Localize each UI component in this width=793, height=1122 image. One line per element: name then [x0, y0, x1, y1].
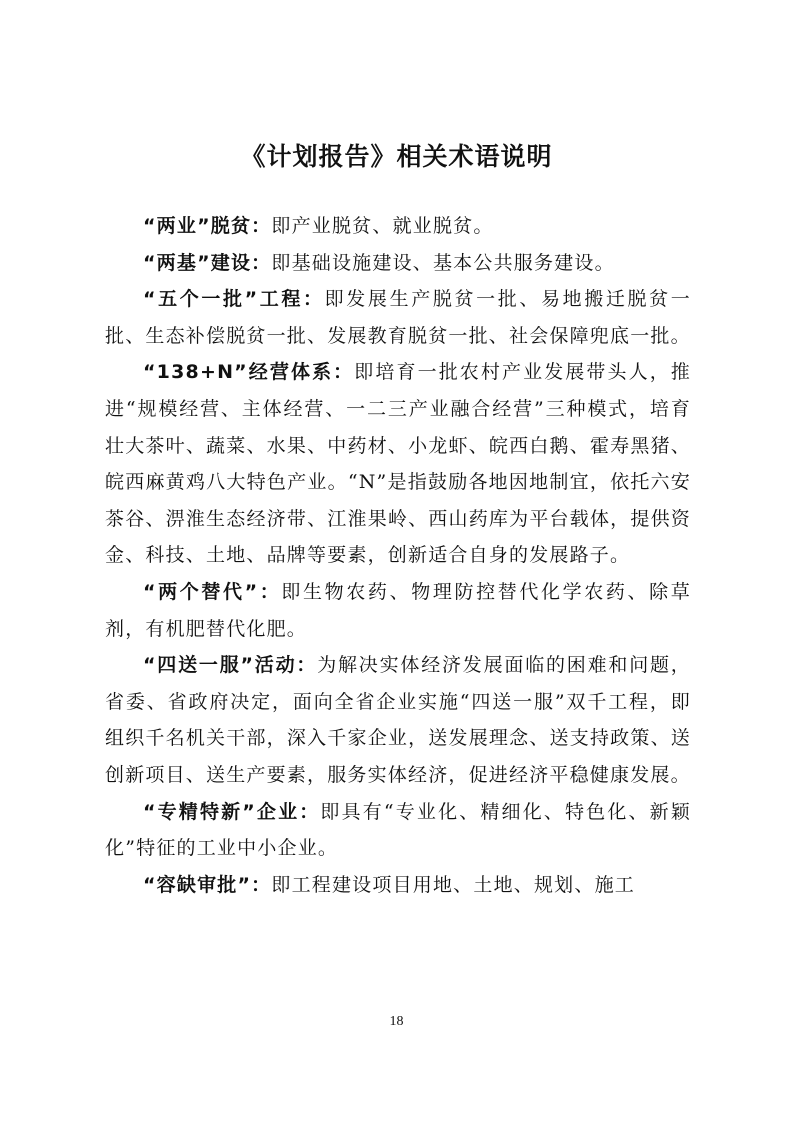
document-body [105, 208, 691, 903]
term-entry [105, 281, 691, 354]
term-entry [105, 354, 691, 574]
term-name: “两个替代”： [143, 580, 282, 603]
page-number: 18 [389, 1014, 404, 1029]
term-entry [105, 245, 691, 282]
term-definition: 即培育一批农村产业发展带头人，推进“规模经营、主体经营、一二三产业融合经营”三种模式，培育壮大茶叶、蔬菜、水果、中药材、小龙虾、皖西白鹅、霍寿黑猪、皖西麻黄鸡八大特色产业。“N”是指鼓励各地因地制宜，依托六安茶谷、淠淮生态经济带、江淮果岭、西山药库为平台载体，提供资金、科技、土地、品牌等要素，创新适合自身的发展路子。 [105, 361, 692, 567]
term-name: “两基”建设： [143, 251, 272, 274]
term-name: “四送一服”活动： [143, 654, 318, 677]
term-entry [105, 574, 691, 647]
term-definition: 即基础设施建设、基本公共服务建设。 [271, 251, 615, 274]
term-name: “五个一批”工程： [143, 288, 325, 311]
term-definition: 即生物农药、物理防控替代化学农药、除草剂，有机肥替代化肥。 [105, 580, 691, 640]
term-definition: 为解决实体经济发展面临的困难和问题，省委、省政府决定，面向全省企业实施“四送一服”双千工程，即组织千名机关干部，深入千家企业，送发展理念、送支持政策、送创新项目、送生产要素，服务实体经济，促进经济平稳健康发展。 [105, 654, 691, 786]
term-entry [105, 867, 691, 904]
term-name: “138+N”经营体系： [143, 361, 355, 384]
term-entry [105, 794, 691, 867]
term-definition: 即产业脱贫、就业脱贫。 [271, 215, 494, 237]
term-name: “两业”脱贫： [143, 215, 272, 237]
term-definition: 即发展生产脱贫一批、易地搬迁脱贫一批、生态补偿脱贫一批、发展教育脱贫一批、社会保障兜底一批。 [105, 288, 691, 347]
term-definition: 即工程建设项目用地、土地、规划、施工 [271, 873, 635, 896]
document-title: 《计划报告》相关术语说明 [240, 142, 553, 171]
term-entry [105, 647, 691, 793]
term-entry [105, 208, 691, 245]
term-definition: 即具有“专业化、精细化、特色化、新颖化”特征的工业中小企业。 [105, 800, 691, 860]
term-name: “专精特新”企业： [143, 800, 321, 823]
term-name: “容缺审批”： [143, 873, 272, 896]
